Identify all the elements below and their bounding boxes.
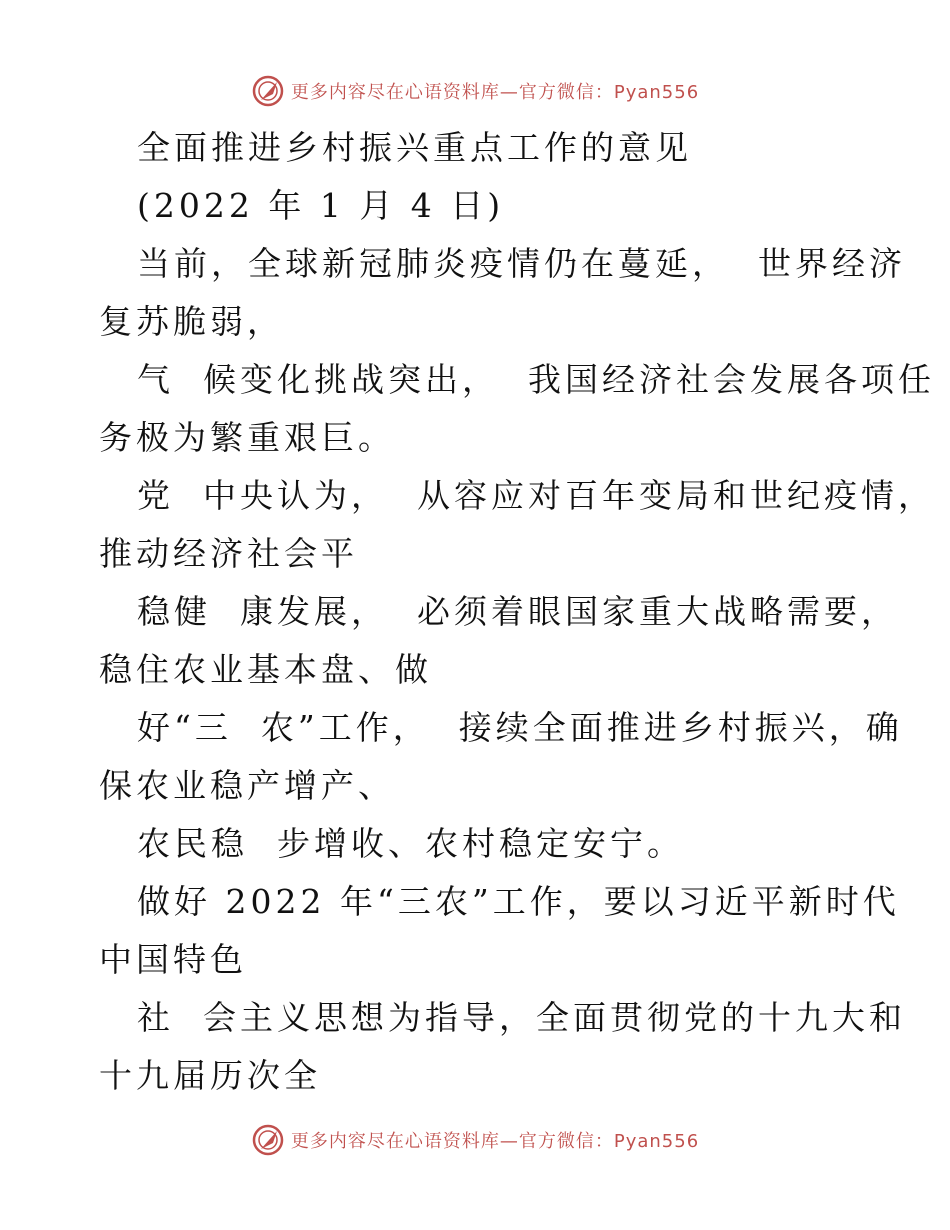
paragraph-line: 社 会主义思想为指导，全面贯彻党的十九大和: [137, 998, 906, 1037]
paragraph-line: 农民稳 步增收、农村稳定安宁。: [137, 824, 684, 863]
paragraph-line: 好“三 农”工作， 接续全面推进乡村振兴，确: [137, 708, 903, 747]
paragraph-line: 做好 2022 年“三农”工作，要以习近平新时代: [137, 882, 900, 921]
watermark-banner-top: [0, 71, 950, 111]
paragraph-line: 复苏脆弱，: [99, 302, 284, 341]
paragraph-line: 气 候变化挑战突出， 我国经济社会发展各项任: [137, 360, 935, 399]
paragraph-line: 保农业稳产增产、: [99, 766, 395, 805]
paragraph-line: 中国特色: [99, 940, 247, 979]
watermark-banner-bottom: [0, 1120, 950, 1160]
paragraph-line: 稳住农业基本盘、做: [99, 650, 432, 689]
paragraph-line: 稳健 康发展， 必须着眼国家重大战略需要，: [137, 592, 898, 631]
quill-logo-icon: [251, 74, 285, 108]
document-date: (2022 年 1 月 4 日): [137, 186, 505, 225]
watermark-text: 更多内容尽在心语资料库—官方微信：Pyan556: [290, 1131, 700, 1152]
quill-logo-icon: [251, 1123, 285, 1157]
paragraph-line: 推动经济社会平: [99, 534, 358, 573]
watermark-text: 更多内容尽在心语资料库—官方微信：Pyan556: [290, 82, 700, 103]
paragraph-line: 党 中央认为， 从容应对百年变局和世纪疫情，: [137, 476, 935, 515]
paragraph-line: 务极为繁重艰巨。: [99, 418, 395, 457]
paragraph-line: 十九届历次全: [99, 1056, 321, 1095]
paragraph-line: 当前，全球新冠肺炎疫情仍在蔓延， 世界经济: [137, 244, 906, 283]
document-title: 全面推进乡村振兴重点工作的意见: [137, 128, 692, 167]
